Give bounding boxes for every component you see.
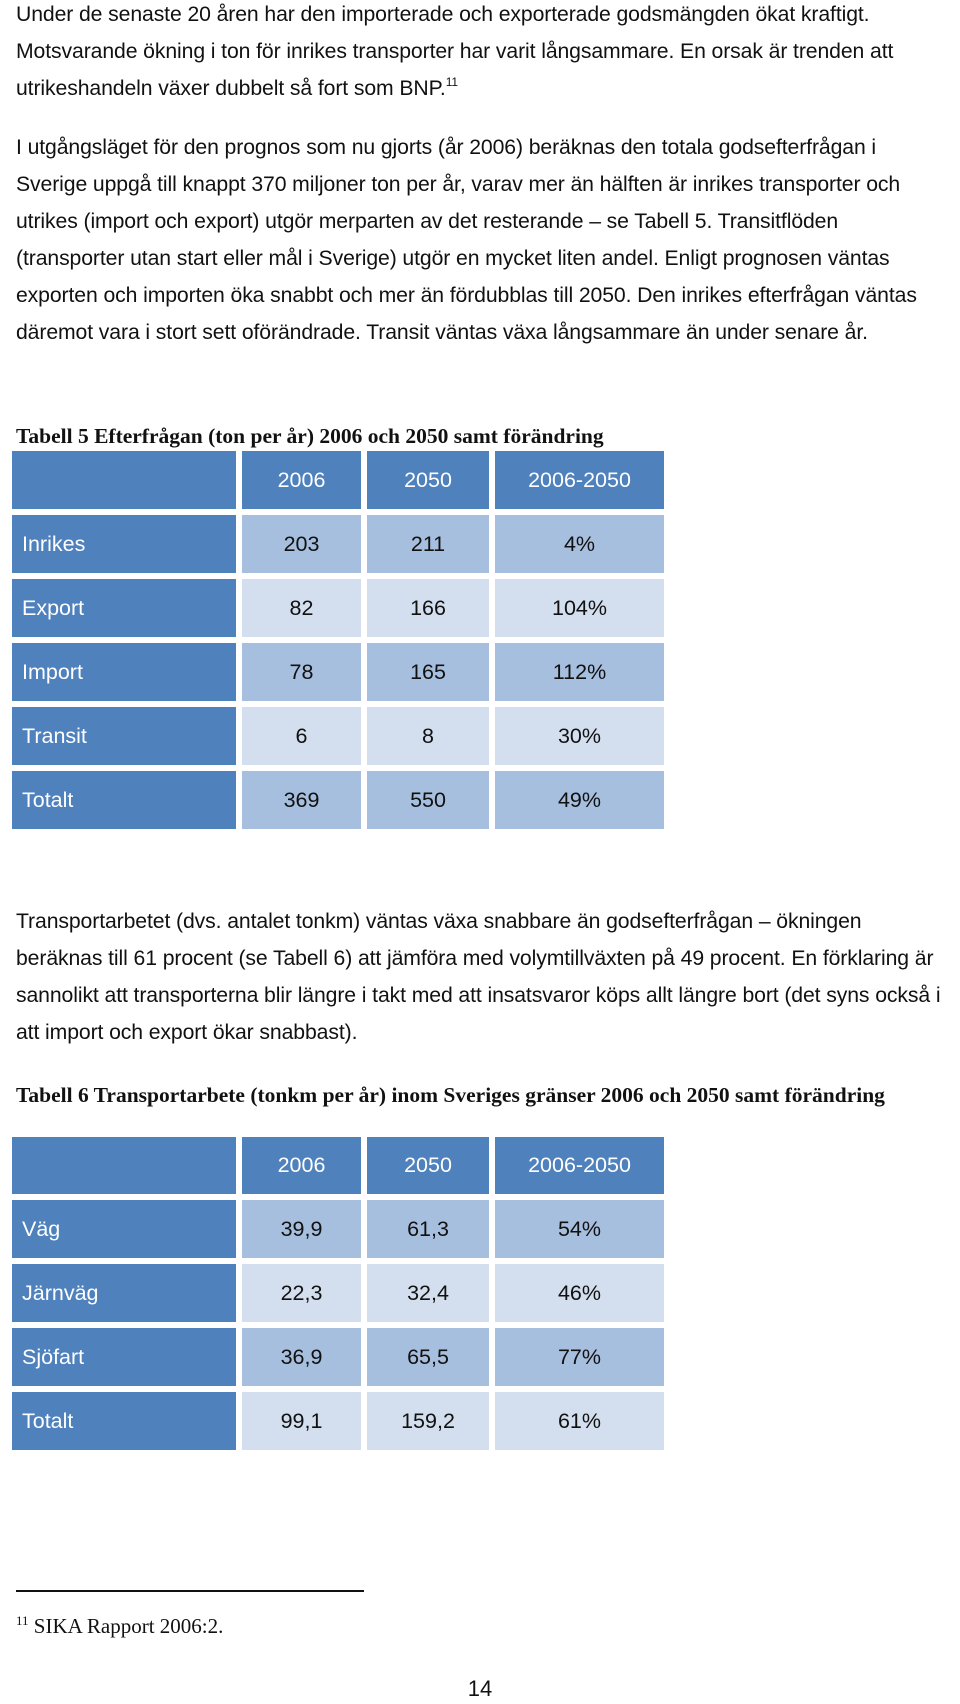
cell-change: 104% — [495, 579, 664, 637]
cell-2006: 39,9 — [242, 1200, 361, 1258]
table6-corner-cell — [12, 1137, 236, 1194]
paragraph-import-export-growth — [16, 0, 951, 107]
cell-2006: 22,3 — [242, 1264, 361, 1322]
page-number: 14 — [467, 1676, 493, 1701]
row-label: Import — [12, 643, 236, 701]
cell-change: 49% — [495, 771, 664, 829]
cell-2006: 82 — [242, 579, 361, 637]
row-label: Järnväg — [12, 1264, 236, 1322]
cell-2006: 6 — [242, 707, 361, 765]
cell-2050: 211 — [367, 515, 489, 573]
footnote — [16, 1614, 223, 1639]
table6-header-change: 2006-2050 — [495, 1137, 664, 1194]
cell-2006: 99,1 — [242, 1392, 361, 1450]
table6-header-row — [12, 1137, 664, 1194]
cell-2006: 369 — [242, 771, 361, 829]
cell-2050: 550 — [367, 771, 489, 829]
table-row — [12, 707, 664, 765]
cell-2050: 165 — [367, 643, 489, 701]
table5-header-2050: 2050 — [367, 451, 489, 509]
table-row — [12, 1200, 664, 1258]
paragraph-transport-work: Transportarbetet (dvs. antalet tonkm) väntas växa snabbare än godsefterfrågan – ökningen beräknas till 61 procent (se Tabell 6) att jämföra med volymtillväxten på 49 procent. En förklaring är sannolikt att transporterna blir längre i takt med att insatsvaror köps allt längre bort (det syns också i att import och export ökar snabbast). — [16, 910, 941, 1044]
table6-header-2006: 2006 — [242, 1137, 361, 1194]
table-row — [12, 1264, 664, 1322]
table-row — [12, 515, 664, 573]
table5-header-2006: 2006 — [242, 451, 361, 509]
table-row — [12, 771, 664, 829]
table6-transport-work — [6, 1131, 670, 1456]
table-row — [12, 579, 664, 637]
footnote-text: SIKA Rapport 2006:2. — [33, 1614, 224, 1638]
table-row — [12, 1328, 664, 1386]
row-label: Totalt — [12, 771, 236, 829]
cell-2006: 78 — [242, 643, 361, 701]
cell-2050: 166 — [367, 579, 489, 637]
paragraph-text: Under de senaste 20 åren har den importerade och exporterade godsmängden ökat kraftigt. Motsvarande ökning i ton för inrikes transporter har varit långsammare. En orsak är trenden att utrikeshandeln växer dubbelt så fort som BNP. — [16, 3, 894, 100]
cell-2050: 32,4 — [367, 1264, 489, 1322]
row-label: Export — [12, 579, 236, 637]
table5-header-row — [12, 451, 664, 509]
table6-header-2050: 2050 — [367, 1137, 489, 1194]
cell-change: 4% — [495, 515, 664, 573]
cell-2006: 36,9 — [242, 1328, 361, 1386]
row-label: Totalt — [12, 1392, 236, 1450]
cell-change: 54% — [495, 1200, 664, 1258]
table-row — [12, 643, 664, 701]
table5-caption: Tabell 5 Efterfrågan (ton per år) 2006 och 2050 samt förändring — [16, 424, 604, 448]
cell-2050: 65,5 — [367, 1328, 489, 1386]
cell-change: 77% — [495, 1328, 664, 1386]
table5-demand — [6, 445, 670, 835]
table5-header-change: 2006-2050 — [495, 451, 664, 509]
row-label: Transit — [12, 707, 236, 765]
row-label: Väg — [12, 1200, 236, 1258]
cell-change: 112% — [495, 643, 664, 701]
row-label: Sjöfart — [12, 1328, 236, 1386]
table5-corner-cell — [12, 451, 236, 509]
cell-change: 46% — [495, 1264, 664, 1322]
row-label: Inrikes — [12, 515, 236, 573]
footnote-number: 11 — [16, 1613, 29, 1628]
cell-2050: 159,2 — [367, 1392, 489, 1450]
cell-change: 61% — [495, 1392, 664, 1450]
footnote-reference[interactable]: 11 — [445, 75, 458, 89]
table-row — [12, 1392, 664, 1450]
table6-caption: Tabell 6 Transportarbete (tonkm per år) inom Sveriges gränser 2006 och 2050 samt förändring — [16, 1083, 885, 1107]
paragraph-forecast-baseline: I utgångsläget för den prognos som nu gjorts (år 2006) beräknas den totala godsefterfrågan i Sverige uppgå till knappt 370 miljoner ton per år, varav mer än hälften är inrikes transporter och utrikes (import och export) utgör merparten av det resterande – se Tabell 5. Transitflöden (transporter utan start eller mål i Sverige) utgör en mycket liten andel. Enligt prognosen väntas exporten och importen öka snabbt och mer än fördubblas till 2050. Den inrikes efterfrågan väntas däremot vara i stort sett oförändrade. Transit väntas växa långsammare än under senare år. — [16, 136, 917, 344]
footnote-separator — [16, 1590, 364, 1592]
cell-2050: 8 — [367, 707, 489, 765]
cell-2050: 61,3 — [367, 1200, 489, 1258]
cell-change: 30% — [495, 707, 664, 765]
cell-2006: 203 — [242, 515, 361, 573]
